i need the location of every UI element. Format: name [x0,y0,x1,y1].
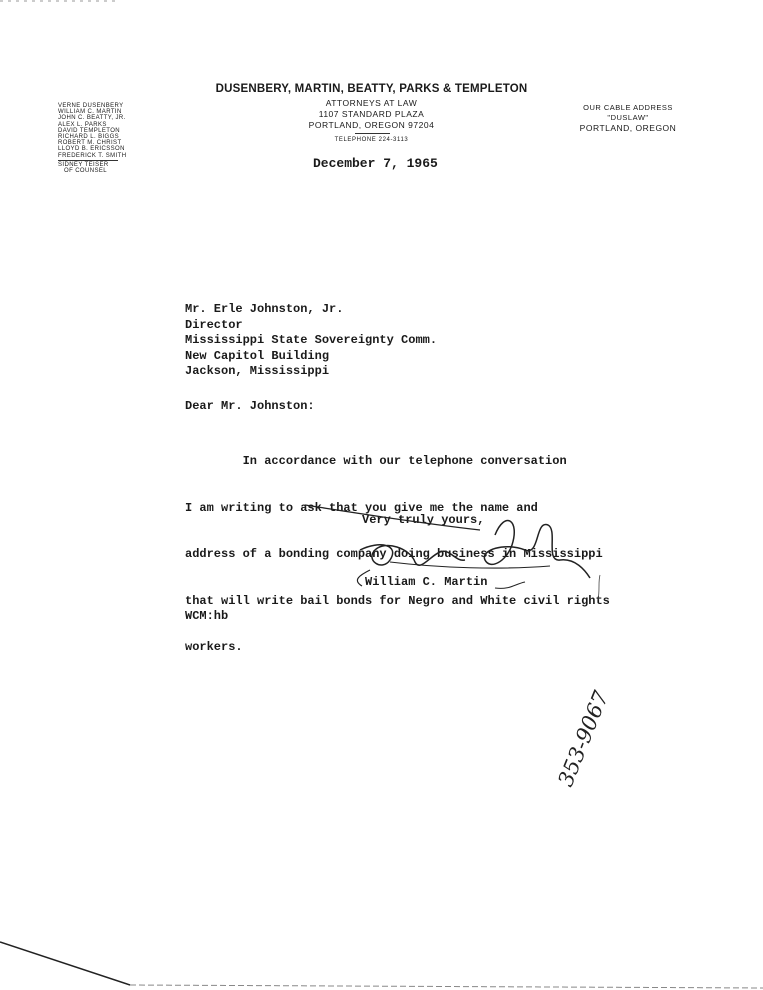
body-line: In accordance with our telephone conversation [185,454,567,468]
recipient-address [185,302,437,380]
firm-telephone: TELEPHONE 224-3113 [334,137,409,143]
scan-edge-line [0,942,130,985]
recipient-line: Mr. Erle Johnston, Jr. [185,302,344,316]
recipient-line: New Capitol Building [185,348,330,363]
partner-name: ALEX L. PARKS [58,121,107,128]
cable-address: "DUSLAW" [607,113,649,122]
partner-name: LLOYD B. ERICSSON [58,146,125,153]
letter-date: December 7, 1965 [313,156,438,171]
partner-name: RICHARD L. BIGGS [58,134,120,141]
closing: Very truly yours, [362,513,485,527]
firm-name: DUSENBERY, MARTIN, BEATTY, PARKS & TEMPLETON [215,83,528,95]
partner-name: FREDERICK T. SMITH [58,152,127,159]
partner-name: VERNE DUSENBERY [58,103,124,109]
handwritten-number [545,660,655,800]
recipient-line: Mississippi State Sovereignty Comm. [185,333,438,347]
counsel-title: OF COUNSEL [64,168,108,175]
cable-address-block [563,103,693,133]
partner-name: DAVID TEMPLETON [58,127,121,134]
signer-name: William C. Martin [365,575,488,589]
recipient-line: Director [185,317,243,332]
reference-initials: WCM:hb [185,609,229,623]
partner-name: WILLIAM C. MARTIN [58,109,122,116]
salutation: Dear Mr. Johnston: [185,399,315,413]
cable-city: PORTLAND, OREGON [579,123,677,133]
body-line: address of a bonding company doing business in Mississippi [185,547,603,561]
firm-practice: ATTORNEYS AT LAW [325,98,418,108]
cable-label: OUR CABLE ADDRESS [583,103,673,112]
counsel-name: SIDNEY TEISER [58,161,109,168]
handwritten-number-text: 353-9067 [553,687,614,790]
partner-name: ROBERT M. CHRIST [58,140,122,147]
body-line: workers. [185,640,243,654]
letterhead-divider [355,133,390,134]
partner-divider [58,160,118,161]
partner-name: JOHN C. BEATTY, JR. [58,115,126,122]
firm-street: 1107 STANDARD PLAZA [318,109,425,119]
scan-bottom-edge [130,985,763,988]
firm-city: PORTLAND, OREGON 97204 [308,120,435,130]
recipient-line: Jackson, Mississippi [185,364,330,378]
handwritten-signature [290,500,610,610]
body-line: I am writing to ask that you give me the name and [185,500,538,515]
body-line: that will write bail bonds for Negro and White civil rights [185,593,610,608]
partner-list [58,103,126,174]
